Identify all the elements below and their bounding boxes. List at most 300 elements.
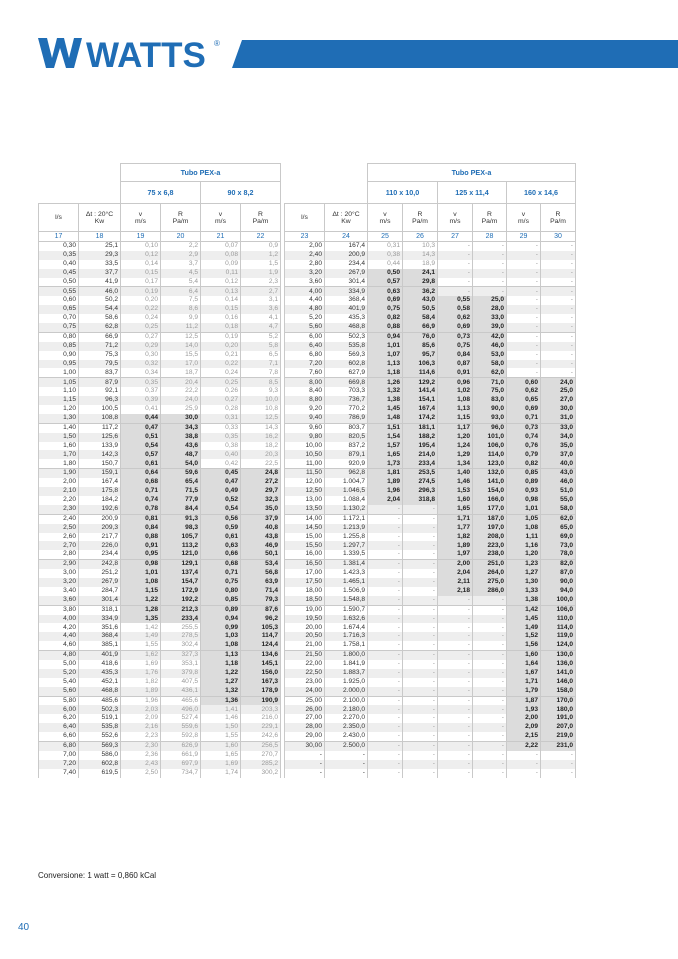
table-cell: 17,50	[285, 578, 325, 587]
table-cell: 519,1	[79, 714, 121, 723]
table-cell: 0,21	[201, 351, 241, 360]
table-cell: 29,3	[79, 251, 121, 260]
table-cell: 0,50	[368, 269, 403, 278]
table-cell: 0,56	[201, 514, 241, 523]
table-cell: 1,82	[121, 678, 161, 687]
table-cell: 62,8	[79, 323, 121, 332]
table-cell: -	[368, 632, 403, 641]
table-row	[39, 541, 281, 550]
table-cell: 92,1	[79, 387, 121, 396]
table-row	[39, 487, 281, 496]
table-cell: 820,5	[325, 433, 368, 442]
column-header: R Pa/m	[241, 204, 281, 232]
table-cell: 1,13	[438, 405, 473, 414]
table-cell: 0,22	[121, 305, 161, 314]
table-cell: 1,49	[507, 623, 541, 632]
table-cell: 0,54	[121, 442, 161, 451]
table-cell: -	[438, 723, 473, 732]
table-cell: -	[403, 615, 438, 624]
table-row	[39, 769, 281, 778]
table-cell: 154,0	[473, 487, 507, 496]
table-cell: 0,75	[438, 342, 473, 351]
table-cell: 216,0	[241, 714, 281, 723]
watts-logo	[38, 36, 224, 70]
table-cell: 0,44	[368, 260, 403, 269]
table-cell: 7,5	[161, 296, 201, 305]
table-cell: 20,3	[241, 450, 281, 459]
table-row	[285, 550, 576, 559]
table-cell: 1,24	[438, 442, 473, 451]
table-cell: 1,35	[121, 615, 161, 624]
table-cell: 53,0	[473, 351, 507, 360]
table-cell: -	[507, 368, 541, 377]
page-number: 40	[18, 922, 30, 933]
table-cell: 78,0	[541, 550, 576, 559]
table-cell: 0,69	[438, 323, 473, 332]
table-cell: 0,75	[39, 323, 79, 332]
table-row	[285, 459, 576, 468]
table-cell: -	[403, 678, 438, 687]
table-cell: 0,69	[507, 405, 541, 414]
table-cell: 5,80	[39, 696, 79, 705]
table-cell: 39,0	[473, 323, 507, 332]
table-cell: -	[541, 760, 576, 769]
table-cell: 4,00	[39, 615, 79, 624]
table-row	[285, 296, 576, 305]
table-cell: 0,47	[121, 423, 161, 432]
right-size-1: 110 x 10,0	[368, 182, 438, 204]
table-cell: -	[473, 278, 507, 287]
table-cell: 22,2	[161, 387, 201, 396]
table-cell: -	[368, 769, 403, 778]
table-cell: 146,0	[541, 678, 576, 687]
table-cell: -	[368, 615, 403, 624]
table-cell: 30,0	[541, 405, 576, 414]
table-cell: 1.800,0	[325, 651, 368, 660]
table-cell: 697,9	[161, 760, 201, 769]
table-cell: -	[473, 660, 507, 669]
table-cell: 1.506,9	[325, 587, 368, 596]
table-cell: 12,5	[241, 414, 281, 423]
left-table-header	[38, 163, 281, 242]
table-cell: -	[507, 269, 541, 278]
table-cell: 0,69	[368, 296, 403, 305]
table-cell: 23,00	[285, 678, 325, 687]
table-cell: 3,60	[39, 596, 79, 605]
table-cell: -	[438, 760, 473, 769]
table-cell: 134,6	[241, 651, 281, 660]
table-cell: 10,3	[403, 242, 438, 251]
table-cell: 318,1	[79, 605, 121, 614]
table-cell: 251,0	[473, 560, 507, 569]
table-cell: 1.674,4	[325, 623, 368, 632]
table-cell: 1.465,1	[325, 578, 368, 587]
table-cell: 3,20	[39, 578, 79, 587]
table-cell: 7,20	[285, 360, 325, 369]
table-cell: 141,0	[473, 478, 507, 487]
table-cell: 251,2	[79, 569, 121, 578]
table-cell: 1,71	[438, 514, 473, 523]
table-cell: 1.297,7	[325, 541, 368, 550]
table-cell: 3,00	[39, 569, 79, 578]
table-cell: -	[507, 769, 541, 778]
table-cell: 0,68	[121, 478, 161, 487]
table-cell: 2,15	[507, 732, 541, 741]
table-cell: 6,80	[285, 351, 325, 360]
table-cell: 18,2	[241, 442, 281, 451]
table-cell: 30,0	[161, 414, 201, 423]
table-cell: 7,40	[39, 769, 79, 778]
table-cell: -	[541, 278, 576, 287]
table-row	[39, 260, 281, 269]
table-row	[285, 450, 576, 459]
table-cell: 0,94	[368, 332, 403, 341]
table-row	[39, 760, 281, 769]
table-cell: 2,30	[121, 741, 161, 750]
table-cell: 25,9	[161, 405, 201, 414]
table-cell: 1,70	[39, 450, 79, 459]
column-number: 29	[507, 232, 541, 242]
table-cell: 14,00	[285, 514, 325, 523]
table-cell: 0,63	[201, 541, 241, 550]
table-cell: -	[403, 714, 438, 723]
table-cell: 0,80	[201, 587, 241, 596]
table-cell: -	[541, 351, 576, 360]
table-cell: 50,1	[241, 550, 281, 559]
table-cell: -	[473, 696, 507, 705]
left-size-1: 75 x 6,8	[121, 182, 201, 204]
table-row	[285, 533, 576, 542]
table-cell: 71,2	[79, 342, 121, 351]
table-cell: 2,7	[241, 287, 281, 296]
table-cell: 4,80	[285, 305, 325, 314]
table-cell: 0,41	[121, 405, 161, 414]
table-row	[285, 351, 576, 360]
table-cell: 172,9	[161, 587, 201, 596]
table-cell: 229,1	[241, 723, 281, 732]
table-cell: 1.925,0	[325, 678, 368, 687]
table-cell: 17,0	[161, 360, 201, 369]
table-cell: 2,00	[438, 560, 473, 569]
table-cell: 6,00	[285, 332, 325, 341]
table-cell: 76,0	[403, 332, 438, 341]
table-cell: 46,0	[79, 287, 121, 296]
table-cell: 16,50	[285, 560, 325, 569]
table-cell: -	[403, 760, 438, 769]
table-cell: 25,0	[473, 296, 507, 305]
table-row	[39, 678, 281, 687]
table-cell: 1,22	[121, 596, 161, 605]
table-cell: 200,9	[79, 514, 121, 523]
table-cell: 137,4	[161, 569, 201, 578]
table-row	[285, 696, 576, 705]
table-cell: -	[473, 705, 507, 714]
table-cell: 69,0	[541, 533, 576, 542]
table-cell: 1,64	[507, 660, 541, 669]
table-cell: 0,84	[121, 524, 161, 533]
table-cell: -	[473, 269, 507, 278]
table-cell: -	[473, 751, 507, 760]
table-cell: -	[507, 251, 541, 260]
table-cell: 5,60	[39, 687, 79, 696]
table-cell: 1,41	[201, 705, 241, 714]
table-cell: 141,4	[403, 387, 438, 396]
table-cell: -	[507, 296, 541, 305]
table-row	[39, 550, 281, 559]
table-cell: 0,79	[507, 450, 541, 459]
table-cell: 119,0	[541, 632, 576, 641]
table-cell: 10,8	[241, 405, 281, 414]
table-cell: 50,2	[79, 296, 121, 305]
table-cell: 9,9	[161, 314, 201, 323]
table-cell: 1.004,7	[325, 478, 368, 487]
table-row	[39, 723, 281, 732]
table-cell: 167,4	[403, 405, 438, 414]
table-cell: 1,13	[201, 651, 241, 660]
table-cell: 192,2	[161, 596, 201, 605]
column-header: R Pa/m	[473, 204, 507, 232]
table-cell: 275,0	[473, 578, 507, 587]
column-header: Δt : 20°C Kw	[325, 204, 368, 232]
table-cell: -	[507, 351, 541, 360]
table-cell: 552,6	[79, 732, 121, 741]
table-cell: 9,80	[285, 433, 325, 442]
column-number: 19	[121, 232, 161, 242]
table-cell: -	[507, 751, 541, 760]
table-row	[39, 305, 281, 314]
table-cell: 1.758,1	[325, 641, 368, 650]
table-cell: 0,89	[201, 605, 241, 614]
table-cell: 1,02	[438, 387, 473, 396]
table-cell: 2,70	[39, 541, 79, 550]
table-cell: 46,9	[241, 541, 281, 550]
table-cell: -	[438, 651, 473, 660]
table-cell: -	[403, 524, 438, 533]
table-cell: 1.339,5	[325, 550, 368, 559]
table-cell: 51,0	[541, 487, 576, 496]
table-row	[285, 342, 576, 351]
table-cell: 14,0	[161, 342, 201, 351]
table-cell: 7,1	[241, 360, 281, 369]
table-row	[39, 269, 281, 278]
table-cell: 12,00	[285, 478, 325, 487]
table-cell: 2,16	[121, 723, 161, 732]
table-cell: -	[473, 723, 507, 732]
table-cell: 36,2	[403, 287, 438, 296]
table-row	[39, 732, 281, 741]
table-cell: -	[368, 578, 403, 587]
table-cell: -	[368, 732, 403, 741]
table-cell: 0,19	[201, 332, 241, 341]
table-cell: 5,60	[285, 323, 325, 332]
table-cell: 66,9	[79, 332, 121, 341]
table-cell: 90,0	[473, 405, 507, 414]
table-cell: 212,3	[161, 605, 201, 614]
table-cell: 32,3	[241, 496, 281, 505]
table-cell: 29,7	[241, 487, 281, 496]
table-cell: 2.500,0	[325, 741, 368, 750]
table-cell: 5,2	[241, 332, 281, 341]
table-cell: 0,82	[368, 314, 403, 323]
table-cell: 0,85	[39, 342, 79, 351]
table-cell: -	[285, 751, 325, 760]
table-cell: 129,1	[161, 560, 201, 569]
table-cell: 1,65	[368, 450, 403, 459]
table-cell: -	[403, 514, 438, 523]
table-cell: 0,11	[201, 269, 241, 278]
table-cell: 1,42	[121, 623, 161, 632]
column-header: l/s	[285, 204, 325, 232]
table-cell: 31,0	[541, 414, 576, 423]
table-cell: -	[473, 596, 507, 605]
table-row	[285, 505, 576, 514]
table-cell: 1,01	[368, 342, 403, 351]
table-cell: 2,03	[121, 705, 161, 714]
column-header: R Pa/m	[541, 204, 576, 232]
table-cell: 1,18	[368, 368, 403, 377]
table-row	[39, 741, 281, 750]
table-row	[285, 524, 576, 533]
table-cell: 0,45	[201, 469, 241, 478]
table-cell: 1,50	[201, 723, 241, 732]
table-cell: 242,6	[241, 732, 281, 741]
table-cell: 21,50	[285, 651, 325, 660]
table-cell: 2,09	[507, 723, 541, 732]
table-cell: 535,8	[79, 723, 121, 732]
table-cell: 318,8	[403, 496, 438, 505]
table-cell: 1,40	[39, 423, 79, 432]
table-cell: -	[403, 660, 438, 669]
table-cell: 1,69	[121, 660, 161, 669]
table-cell: 2,23	[121, 732, 161, 741]
table-cell: 0,75	[201, 578, 241, 587]
table-cell: 42,0	[473, 332, 507, 341]
table-cell: -	[368, 587, 403, 596]
table-cell: 0,99	[201, 623, 241, 632]
table-cell: 11,00	[285, 459, 325, 468]
table-cell: -	[473, 687, 507, 696]
table-cell: 496,0	[161, 705, 201, 714]
table-cell: 0,35	[201, 433, 241, 442]
table-cell: 27,2	[241, 478, 281, 487]
table-cell: 50,5	[403, 305, 438, 314]
table-cell: 141,0	[541, 669, 576, 678]
table-cell: 82,0	[541, 560, 576, 569]
table-cell: 55,0	[541, 496, 576, 505]
table-cell: 703,3	[325, 387, 368, 396]
table-cell: -	[368, 605, 403, 614]
table-cell: 0,27	[121, 332, 161, 341]
table-cell: -	[541, 305, 576, 314]
table-cell: -	[507, 360, 541, 369]
table-cell: 0,22	[201, 360, 241, 369]
table-cell: 83,7	[79, 368, 121, 377]
column-header: v m/s	[438, 204, 473, 232]
table-cell: -	[285, 760, 325, 769]
table-cell: -	[438, 660, 473, 669]
table-cell: 0,55	[438, 296, 473, 305]
table-cell: -	[403, 569, 438, 578]
table-cell: 1,20	[39, 405, 79, 414]
table-cell: 59,6	[161, 469, 201, 478]
table-cell: 379,8	[161, 669, 201, 678]
table-cell: 0,42	[201, 459, 241, 468]
table-cell: 18,00	[285, 587, 325, 596]
table-cell: 18,9	[403, 260, 438, 269]
table-cell: 2,80	[39, 550, 79, 559]
table-cell: 1.841,9	[325, 660, 368, 669]
table-cell: 2.270,0	[325, 714, 368, 723]
table-cell: 327,3	[161, 651, 201, 660]
table-cell: 8,5	[241, 378, 281, 387]
column-header: v m/s	[121, 204, 161, 232]
table-cell: 0,76	[507, 442, 541, 451]
table-cell: 4,00	[285, 287, 325, 296]
table-cell: 0,15	[201, 305, 241, 314]
table-cell: 0,89	[507, 478, 541, 487]
table-cell: 0,59	[201, 524, 241, 533]
table-row	[285, 314, 576, 323]
table-cell: 0,62	[507, 387, 541, 396]
table-cell: 0,68	[201, 560, 241, 569]
table-row	[39, 560, 281, 569]
table-cell: 1.548,8	[325, 596, 368, 605]
table-cell: 2,50	[121, 769, 161, 778]
table-cell: -	[403, 705, 438, 714]
table-cell: 20,50	[285, 632, 325, 641]
right-table-header	[284, 163, 576, 242]
table-cell: 1,71	[507, 678, 541, 687]
table-cell: 106,3	[403, 360, 438, 369]
table-cell: 1,97	[438, 550, 473, 559]
table-cell: 2,20	[39, 496, 79, 505]
table-cell: -	[368, 560, 403, 569]
table-cell: 1,79	[507, 687, 541, 696]
table-cell: 0,39	[121, 396, 161, 405]
table-cell: 1,34	[438, 459, 473, 468]
table-cell: 0,96	[438, 378, 473, 387]
table-row	[39, 314, 281, 323]
table-cell: -	[507, 278, 541, 287]
table-cell: -	[473, 760, 507, 769]
table-cell: 0,51	[121, 433, 161, 442]
column-number: 17	[39, 232, 79, 242]
table-cell: 285,2	[241, 760, 281, 769]
table-cell: 3,1	[241, 296, 281, 305]
table-cell: 84,4	[161, 505, 201, 514]
table-cell: -	[438, 641, 473, 650]
table-cell: 1,38	[507, 596, 541, 605]
table-cell: 71,0	[473, 378, 507, 387]
table-cell: 0,75	[368, 305, 403, 314]
column-number: 20	[161, 232, 201, 242]
table-cell: 1,32	[201, 687, 241, 696]
table-cell: 0,27	[201, 396, 241, 405]
table-cell: 1,73	[368, 459, 403, 468]
table-cell: 4,1	[241, 314, 281, 323]
table-cell: 7,60	[285, 368, 325, 377]
table-cell: 468,8	[325, 323, 368, 332]
table-cell: 1,65	[201, 751, 241, 760]
table-cell: 0,64	[121, 469, 161, 478]
table-cell: 6,20	[39, 714, 79, 723]
table-cell: 0,40	[201, 450, 241, 459]
table-cell: 602,8	[325, 360, 368, 369]
table-cell: 0,26	[201, 387, 241, 396]
table-cell: 123,0	[473, 459, 507, 468]
column-number: 30	[541, 232, 576, 242]
table-cell: 54,4	[79, 305, 121, 314]
